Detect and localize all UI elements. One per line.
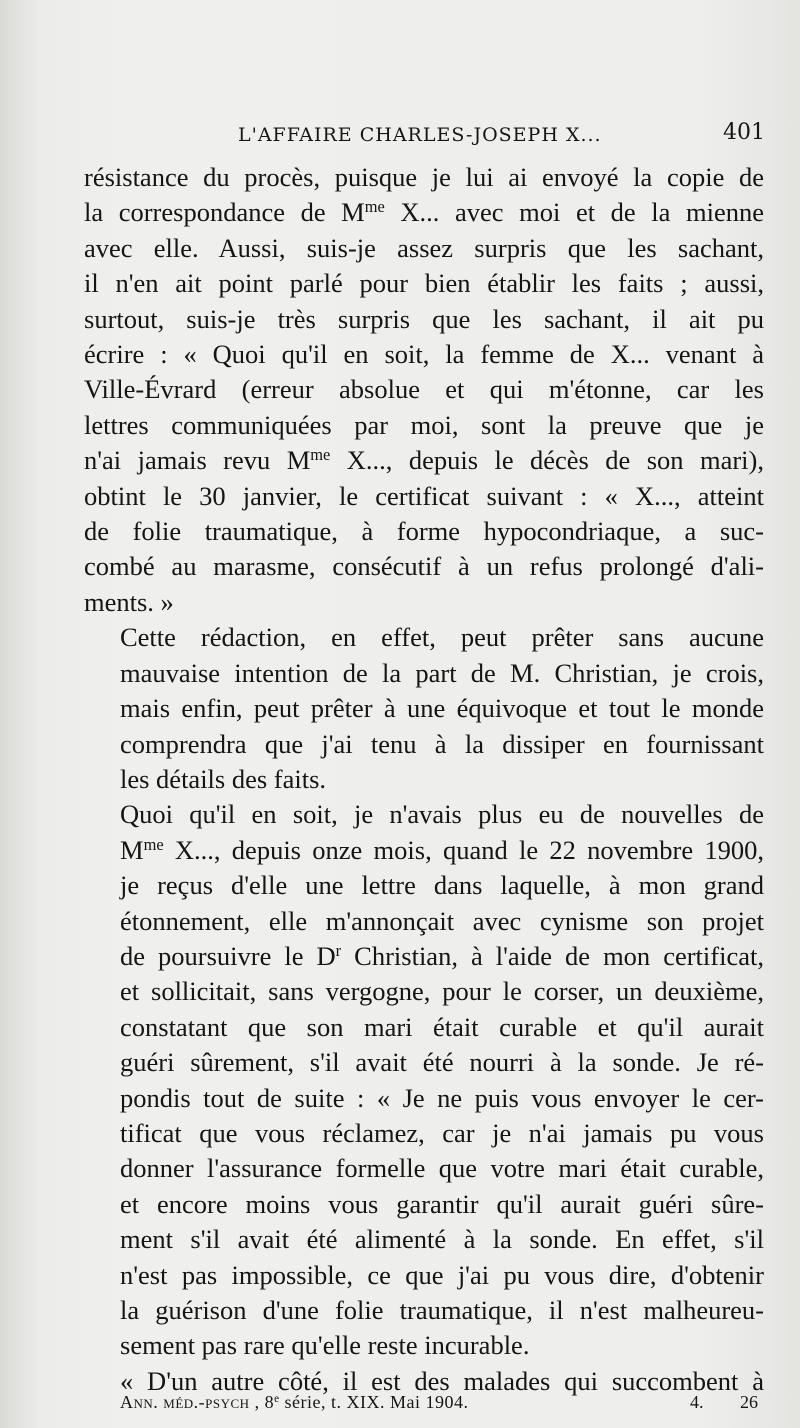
superscript: me bbox=[143, 834, 164, 854]
text-line: Cette rédaction, en effet, peut prêter sans aucune bbox=[120, 622, 764, 653]
text-fragment: X..., depuis onze mois, quand le 22 novembre 1900, bbox=[163, 834, 764, 865]
page-header bbox=[230, 118, 765, 154]
page-number: 401 bbox=[723, 120, 765, 145]
text-line: obtint le 30 janvier, le certificat suivant : « X..., atteint bbox=[84, 480, 764, 511]
text-line: « D'un autre côté, il est des malades qui succombent à bbox=[120, 1365, 764, 1396]
text-fragment: X..., depuis le décès de son mari), bbox=[330, 445, 764, 476]
paragraph bbox=[84, 160, 764, 620]
text-fragment: M bbox=[120, 834, 144, 865]
text-line: donner l'assurance formelle que votre mari était curable, bbox=[120, 1153, 764, 1184]
text-line: lettres communiquées par moi, sont la preuve que je bbox=[84, 409, 764, 440]
series-text: , 8 bbox=[249, 1392, 275, 1412]
text-line: il n'en ait point parlé pour bien établir les faits ; aussi, bbox=[84, 268, 764, 299]
text-line: n'est pas impossible, ce que j'ai pu vous dire, d'obtenir bbox=[120, 1259, 764, 1290]
text-line: combé au marasme, consécutif à un refus prolongé d'ali- bbox=[84, 551, 764, 582]
superscript: r bbox=[335, 940, 342, 960]
series-text: série, t. XIX. Mai 1904. bbox=[279, 1392, 469, 1412]
text-line: Quoi qu'il en soit, je n'avais plus eu de nouvelles de bbox=[120, 799, 764, 830]
body-text bbox=[84, 160, 764, 1399]
text-line: guéri sûrement, s'il avait été nourri à la sonde. Je ré- bbox=[120, 1047, 764, 1078]
text-line: résistance du procès, puisque je lui ai envoyé la copie de bbox=[84, 162, 764, 192]
text-line: avec elle. Aussi, suis-je assez surpris que les sachant, bbox=[84, 232, 764, 263]
superscript: me bbox=[310, 445, 331, 465]
text-line: comprendra que j'ai tenu à la dissiper en fournissant bbox=[120, 728, 764, 759]
text-fragment: n'ai jamais revu M bbox=[84, 445, 311, 476]
text-line: sement pas rare qu'elle reste incurable. bbox=[120, 1330, 530, 1361]
text-line bbox=[84, 443, 764, 478]
text-line: mauvaise intention de la part de M. Christian, je crois, bbox=[120, 657, 764, 688]
sheet-number: 26 bbox=[740, 1392, 758, 1412]
text-fragment: de poursuivre le D bbox=[120, 940, 336, 971]
text-fragment: X... avec moi et de la mienne bbox=[384, 197, 764, 228]
text-line bbox=[84, 833, 764, 868]
text-line: de folie traumatique, à forme hypocondriaque, a suc- bbox=[84, 516, 764, 547]
text-line: tificat que vous réclamez, car je n'ai jamais pu vous bbox=[120, 1117, 764, 1148]
running-head: L'AFFAIRE CHARLES-JOSEPH X... bbox=[238, 124, 602, 146]
text-fragment: la correspondance de M bbox=[84, 197, 365, 228]
signature-number: 4. bbox=[690, 1392, 704, 1412]
text-line: la guérison d'une folie traumatique, il n'est malheureu- bbox=[120, 1295, 764, 1325]
text-line: les détails des faits. bbox=[120, 763, 327, 794]
text-line bbox=[84, 195, 764, 230]
text-line: et sollicitait, sans vergogne, pour le corser, un deuxième, bbox=[120, 976, 764, 1007]
text-fragment: Christian, à l'aide de mon certificat, bbox=[341, 940, 764, 971]
text-line: ment s'il avait été alimenté à la sonde. En effet, s'il bbox=[120, 1224, 764, 1255]
superscript: me bbox=[364, 197, 385, 217]
text-line: écrire : « Quoi qu'il en soit, la femme de X... venant à bbox=[84, 339, 764, 370]
text-line: et encore moins vous garantir qu'il aurait guéri sûre- bbox=[120, 1188, 764, 1219]
journal-reference bbox=[120, 1392, 469, 1413]
text-line: surtout, suis-je très surpris que les sachant, il ait pu bbox=[84, 303, 764, 334]
text-line: ments. » bbox=[84, 586, 174, 617]
journal-name: Ann. méd.-psych bbox=[120, 1392, 250, 1412]
text-line: constatant que son mari était curable et qu'il aurait bbox=[120, 1011, 764, 1042]
text-line bbox=[84, 939, 764, 974]
paragraph bbox=[84, 797, 764, 1364]
text-line: étonnement, elle m'annonçait avec cynisme son projet bbox=[120, 905, 764, 936]
text-line: je reçus d'elle une lettre dans laquelle, à mon grand bbox=[120, 870, 764, 901]
text-line: pondis tout de suite : « Je ne puis vous envoyer le cer- bbox=[120, 1082, 764, 1113]
paragraph bbox=[84, 620, 764, 797]
text-line: Ville-Évrard (erreur absolue et qui m'étonne, car les bbox=[84, 374, 764, 405]
superscript: e bbox=[274, 1392, 280, 1405]
text-line: mais enfin, peut prêter à une équivoque et tout le monde bbox=[120, 693, 764, 724]
